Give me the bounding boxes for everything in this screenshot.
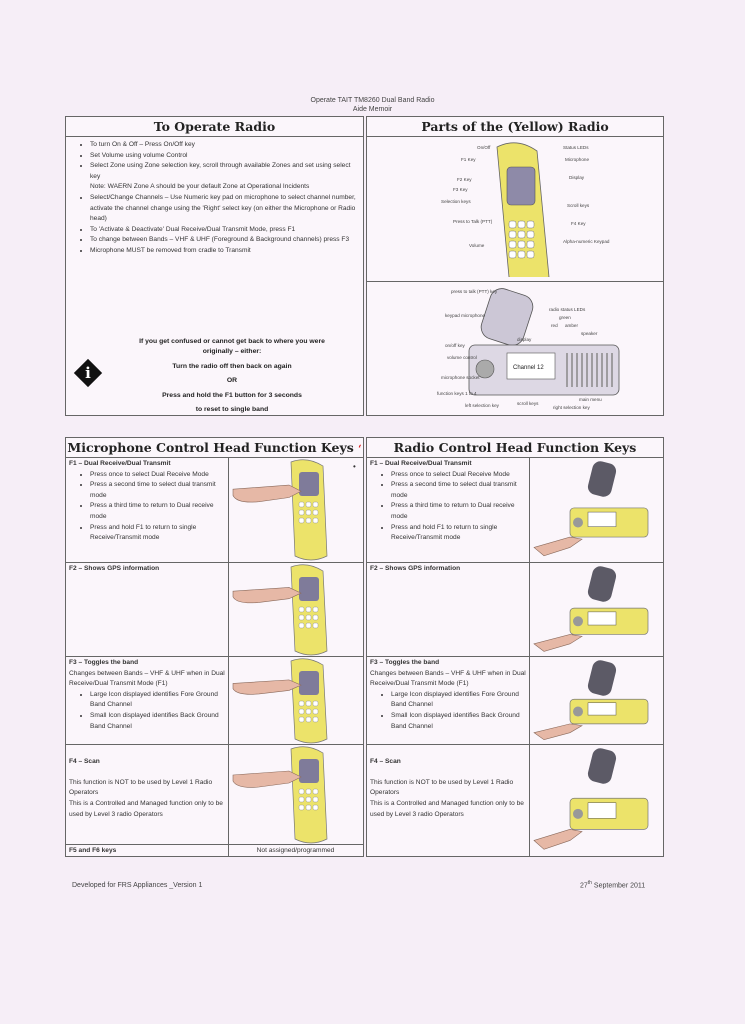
mic-keys-title: [66, 438, 363, 458]
hand-on-radio-image: [530, 458, 663, 562]
stray-bullet: •: [353, 462, 356, 471]
microphone-screen: [299, 671, 319, 695]
mic-label-selection: Selection keys: [441, 199, 471, 204]
radio-label-volume: volume control: [447, 355, 477, 360]
mic-f1-bullet: • Press once to select Dual Receive Mode: [90, 470, 225, 481]
info-icon: [74, 359, 102, 387]
radio-label-onoff: on/off key: [445, 343, 465, 348]
microphone-screen: [299, 759, 319, 783]
pointing-hand: [233, 680, 301, 694]
keypad-key: [518, 221, 525, 228]
hand-on-microphone-image: [229, 657, 363, 745]
parts-title: Parts of the (Yellow) Radio: [367, 117, 663, 137]
radio-screen: [588, 703, 616, 715]
keypad-key: [527, 221, 534, 228]
keypad-key: [299, 510, 304, 515]
radio-f2-photo: [529, 563, 663, 657]
radio-label-function-keys: function keys 1 to 4: [437, 391, 477, 396]
mic-row-f2: [66, 562, 363, 657]
hand-on-microphone-image: [229, 745, 363, 845]
keypad-key: [299, 805, 304, 810]
radio-f1-bullet: • Press a third time to return to Dual receive mode: [391, 501, 526, 522]
keypad-key: [313, 789, 318, 794]
radio-f2-title: F2 – Shows GPS information: [370, 565, 461, 572]
radio-f4-photo: [529, 745, 663, 856]
info-line: Turn the radio off then back on again: [172, 362, 292, 370]
document-subtitle: Aide Memoir: [352, 106, 393, 113]
info-line: If you get confused or cannot get back to where you were: [139, 338, 325, 345]
radio-label-status-leds: radio status LEDs: [549, 307, 586, 312]
volume-knob: [573, 616, 583, 626]
keypad-key: [299, 709, 304, 714]
keypad-key: [306, 623, 311, 628]
keypad-key: [313, 717, 318, 722]
keypad-key: [509, 251, 516, 258]
mic-f1-text: [66, 458, 228, 545]
keypad-key: [306, 615, 311, 620]
keypad-key: [299, 502, 304, 507]
radio-label-ptt: press to talk (PTT) key: [451, 289, 498, 294]
mic-f2-title: F2 – Shows GPS information: [69, 565, 160, 572]
keypad-key: [313, 805, 318, 810]
radio-label-display: display: [517, 337, 532, 342]
radio-keys-title: Radio Control Head Function Keys: [367, 438, 663, 458]
radio-f3-bullet: • Large Icon displayed identifies Fore Ground Band Channel: [391, 690, 526, 711]
operate-bullet-list: [66, 137, 363, 257]
mic-f3-bullet: • Large Icon displayed identifies Fore Ground Band Channel: [90, 690, 225, 711]
mic-f5-value: Not assigned/programmed: [228, 845, 362, 856]
radio-label-scroll: scroll keys: [517, 401, 539, 406]
pointing-hand: [233, 485, 301, 502]
operate-bullet: • Select/Change Channels – Use Numeric key pad on microphone to select channel number, activate the channel change using the 'Right' select key (on either the Microphone or Radio head): [90, 193, 359, 225]
radio-label-green: green: [559, 315, 571, 320]
pointing-hand: [534, 537, 582, 556]
pointing-hand: [233, 771, 301, 787]
keypad-key: [313, 518, 318, 523]
radio-row-f1: [367, 458, 663, 562]
keypad-microphone: [586, 460, 618, 499]
pointing-hand: [534, 724, 582, 740]
red-mark-icon: ‘: [358, 444, 362, 455]
microphone-diagram: [367, 137, 663, 277]
mic-f2-photo: [228, 563, 363, 657]
info-line: Press and hold the F1 button for 3 seconds: [162, 391, 302, 399]
keypad-key: [299, 717, 304, 722]
operate-bullet: • To change between Bands – VHF & UHF (Foreground & Background channels) press F3: [90, 235, 359, 246]
radio-display-text: Channel 12: [513, 365, 544, 371]
info-line: OR: [226, 377, 238, 385]
keypad-key: [313, 510, 318, 515]
keypad-key: [527, 241, 534, 248]
radio-label-red: red: [551, 323, 558, 328]
radio-row-f4: [367, 744, 663, 856]
keypad-key: [313, 623, 318, 628]
keypad-microphone: [586, 747, 618, 786]
mic-f3-text: Changes between Bands – VHF & UHF when in Dual Receive/Dual Transmit Mode (F1): [69, 669, 225, 688]
radio-screen: [588, 803, 616, 819]
mic-label-keypad: Alpha-numeric Keypad: [563, 239, 610, 244]
operate-bullet: • Microphone MUST be removed from cradle to Transmit: [90, 246, 359, 257]
keypad-key: [306, 717, 311, 722]
radio-keys-panel: [366, 437, 664, 857]
keypad-key: [518, 251, 525, 258]
mic-keys-panel: [65, 437, 364, 857]
hand-on-radio-image: [530, 745, 663, 856]
radio-label-right-select: right selection key: [553, 405, 590, 410]
mic-row-f1: [66, 458, 363, 562]
radio-row-f2: [367, 562, 663, 657]
keypad-key: [313, 615, 318, 620]
parts-divider: [367, 281, 663, 282]
operate-bullet: • Select Zone using Zone selection key, scroll through available Zones and set using select key Note: WAERN Zone A should be your default Zone at Operational Incidents: [90, 161, 359, 193]
radio-f3-photo: [529, 657, 663, 745]
mic-f1-title: F1 – Dual Receive/Dual Transmit: [69, 460, 171, 467]
microphone-screen: [299, 472, 319, 496]
volume-knob: [573, 809, 583, 819]
mic-f1-bullet: • Press and hold F1 to return to single Receive/Transmit mode: [90, 523, 225, 544]
info-icon-letter: i: [85, 364, 91, 382]
keypad-key: [299, 607, 304, 612]
keypad-key: [299, 623, 304, 628]
keypad-microphone: [586, 565, 618, 604]
radio-screen: [588, 512, 616, 527]
mic-label-f2: F2 Key: [457, 177, 472, 182]
pointing-hand: [534, 829, 582, 849]
mic-f4-photo: [228, 745, 363, 845]
keypad-key: [299, 797, 304, 802]
hand-on-microphone-image: [229, 563, 363, 657]
mic-label-display: Display: [569, 175, 585, 180]
radio-f1-bullet: • Press a second time to select dual transmit mode: [391, 480, 526, 501]
operate-panel: [65, 116, 364, 416]
radio-screen: [588, 612, 616, 625]
mic-label-ptt: Press to Talk (PTT): [453, 219, 493, 224]
keypad-key: [509, 231, 516, 238]
keypad-key: [306, 502, 311, 507]
mic-label-f1: F1 Key: [461, 157, 476, 162]
mic-row-f3: [66, 656, 363, 745]
keypad-key: [306, 518, 311, 523]
parts-panel: [366, 116, 664, 416]
hand-on-microphone-image: [229, 458, 363, 562]
pointing-hand: [233, 587, 301, 602]
operate-bullet: • To 'Activate & Deactivate' Dual Receive/Dual Transmit Mode, press F1: [90, 225, 359, 236]
operate-bullet: • To turn On & Off – Press On/Off key: [90, 140, 359, 151]
keypad-key: [299, 789, 304, 794]
keypad-key: [313, 709, 318, 714]
keypad-key: [313, 607, 318, 612]
radio-f1-title: F1 – Dual Receive/Dual Transmit: [370, 460, 472, 467]
radio-row-f3: [367, 656, 663, 745]
radio-f1-bullet: • Press once to select Dual Receive Mode: [391, 470, 526, 481]
document-title: Operate TAIT TM8260 Dual Band Radio: [310, 97, 435, 104]
radio-label-amber: amber: [565, 323, 579, 328]
operate-title: To Operate Radio: [66, 117, 363, 137]
mic-f1-bullet: • Press a second time to select dual transmit mode: [90, 480, 225, 501]
mic-f4-text: This function is NOT to be used by Level 1 Radio Operators This is a Controlled and Managed function only to be used by Level 3 radio Operators: [69, 778, 223, 818]
radio-f3-title: F3 – Toggles the band: [370, 659, 440, 666]
pointing-hand: [534, 634, 582, 651]
mic-f3-bullet: • Small Icon displayed identifies Back Ground Band Channel: [90, 711, 225, 732]
keypad-key: [306, 797, 311, 802]
mic-keys-title-text: Microphone Control Head Function Keys: [67, 440, 354, 455]
operate-bullet: • Set Volume using volume Control: [90, 151, 359, 162]
keypad-key: [306, 709, 311, 714]
volume-knob: [573, 707, 583, 717]
keypad-key: [313, 502, 318, 507]
radio-f4-text: This function is NOT to be used by Level 1 Radio Operators This is a Controlled and Managed function only to be used by Level 3 radio Operators: [370, 778, 524, 818]
keypad-key: [306, 607, 311, 612]
keypad-key: [518, 241, 525, 248]
radio-label-speaker: speaker: [581, 331, 598, 336]
mic-label-volume: Volume: [469, 243, 485, 248]
keypad-key: [527, 231, 534, 238]
microphone-screen: [299, 577, 319, 601]
radio-f4-title: F4 – Scan: [370, 757, 401, 765]
keypad-key: [299, 518, 304, 523]
keypad-microphone: [586, 659, 618, 698]
keypad-key: [306, 789, 311, 794]
footer-version: Developed for FRS Appliances _Version 1: [72, 882, 203, 889]
mic-f4-title: F4 – Scan: [69, 757, 100, 765]
info-line: to reset to single band: [195, 406, 269, 414]
hand-on-radio-image: [530, 657, 663, 745]
mic-label-f4: F4 Key: [571, 221, 586, 226]
keypad-key: [518, 231, 525, 238]
keypad-key: [509, 241, 516, 248]
volume-knob: [573, 517, 583, 527]
keypad-key: [306, 510, 311, 515]
keypad-key: [313, 701, 318, 706]
footer-date: 27th September 2011: [580, 880, 646, 890]
mic-f1-photo: [228, 458, 363, 562]
mic-label-status-leds: Status LEDs: [563, 145, 589, 150]
info-note: [110, 335, 354, 417]
mic-label-onoff: On/Off: [477, 145, 491, 150]
mic-row-f4: [66, 744, 363, 845]
radio-label-keypad-mic: keypad microphone: [445, 313, 486, 318]
info-line: originally – either:: [202, 348, 262, 356]
mic-row-f5: [66, 844, 363, 856]
radio-label-mic-socket: microphone socket: [441, 375, 480, 380]
mic-f3-title: F3 – Toggles the band: [69, 659, 139, 666]
mic-label-microphone: Microphone: [565, 157, 590, 162]
mic-label-scroll: Scroll keys: [567, 203, 590, 208]
mic-f3-photo: [228, 657, 363, 745]
radio-label-left-select: left selection key: [465, 403, 499, 408]
radio-f3-bullet: • Small Icon displayed identifies Back Ground Band Channel: [391, 711, 526, 732]
radio-diagram: [367, 283, 663, 413]
hand-on-radio-image: [530, 563, 663, 657]
radio-f3-text: Changes between Bands – VHF & UHF when in Dual Receive/Dual Transmit Mode (F1): [370, 669, 526, 688]
keypad-key: [509, 221, 516, 228]
keypad-key: [299, 701, 304, 706]
keypad-key: [299, 615, 304, 620]
radio-label-main-menu: main menu: [579, 397, 602, 402]
microphone-display: [507, 167, 535, 205]
keypad-key: [306, 805, 311, 810]
keypad-key: [313, 797, 318, 802]
mic-label-f3: F3 Key: [453, 187, 468, 192]
radio-f1-bullet: • Press and hold F1 to return to single Receive/Transmit mode: [391, 523, 526, 544]
mic-f5-label: F5 and F6 keys: [69, 847, 117, 854]
radio-f1-photo: [529, 458, 663, 562]
keypad-key: [306, 701, 311, 706]
mic-f1-bullet: • Press a third time to return to Dual receive mode: [90, 501, 225, 522]
keypad-key: [527, 251, 534, 258]
